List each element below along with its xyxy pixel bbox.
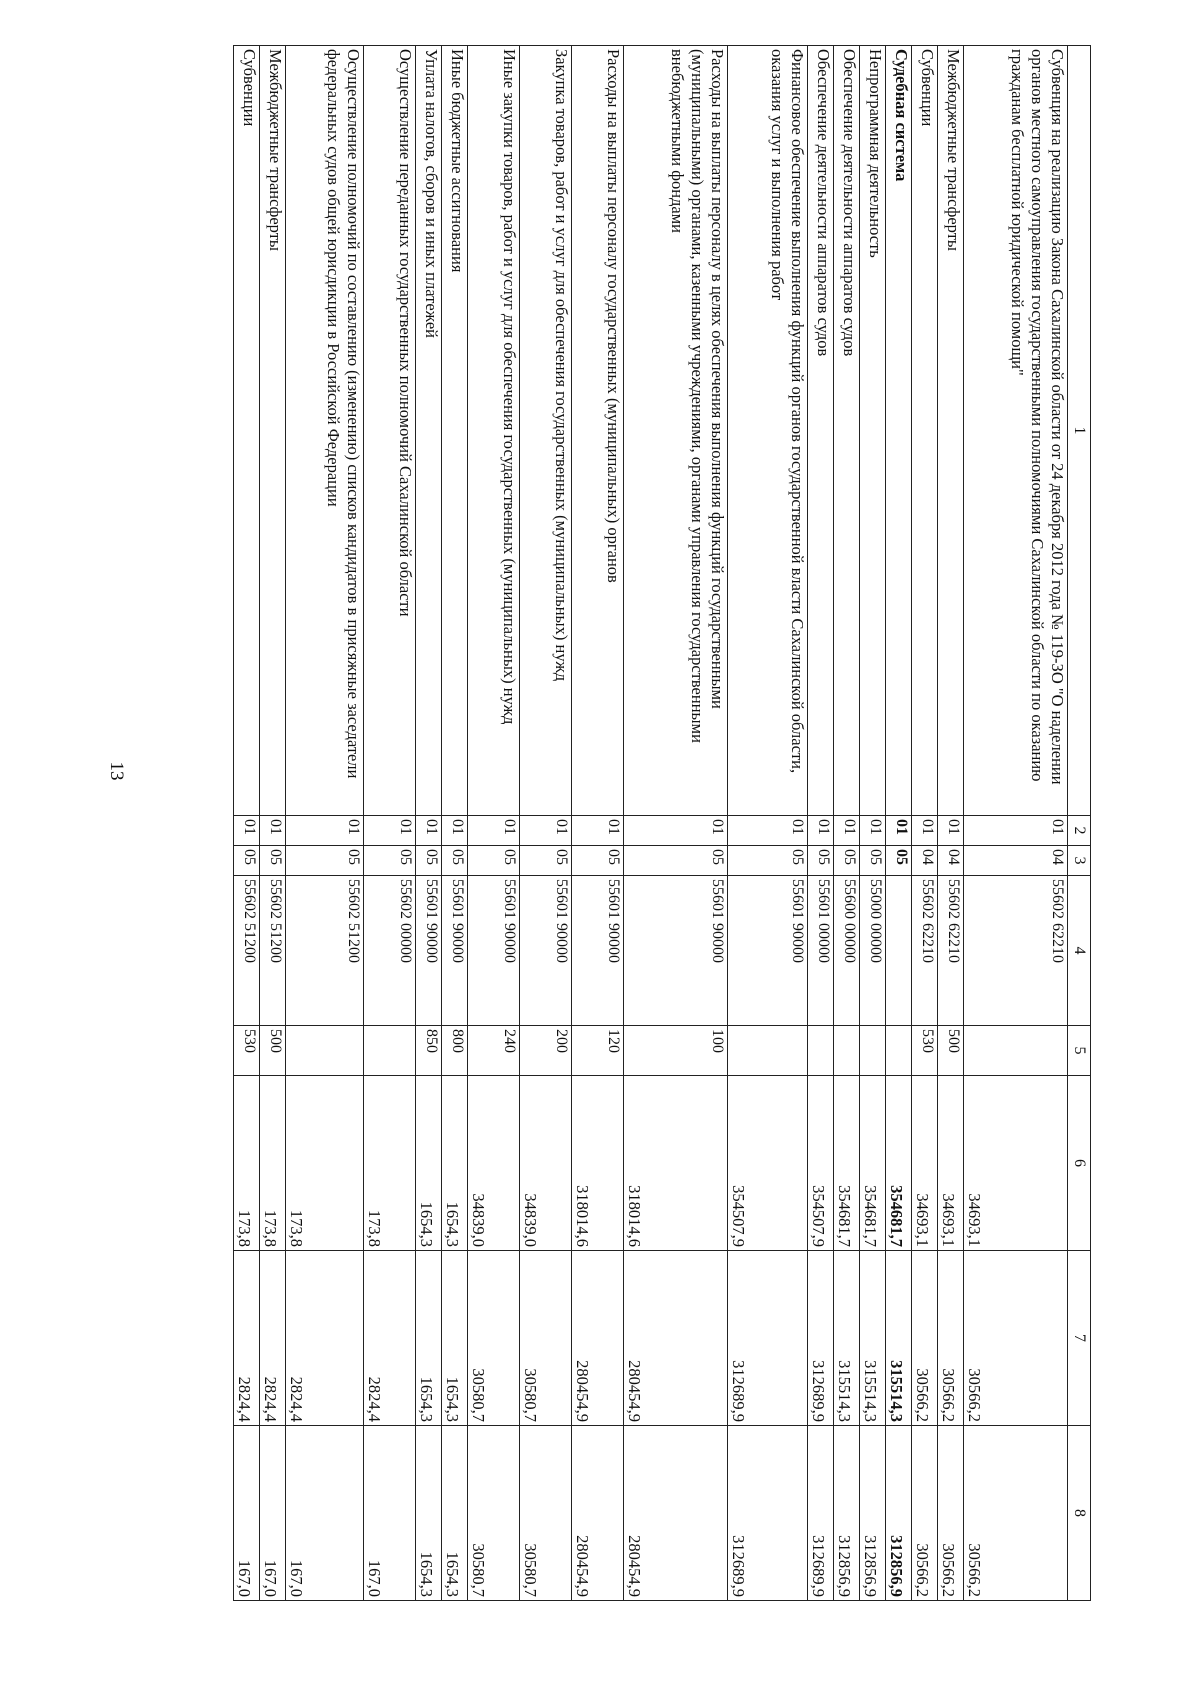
expense-type-cell: 120	[572, 1026, 624, 1076]
section-code-cell: 01	[416, 816, 442, 846]
expense-type-cell	[964, 1026, 1068, 1076]
amount-col8-cell: 167,0	[364, 1426, 416, 1601]
target-article-cell: 55601 90000	[416, 876, 442, 1026]
expense-type-cell	[886, 1026, 912, 1076]
table-row	[286, 46, 364, 1601]
section-code-cell: 01	[886, 816, 912, 846]
amount-col7-cell: 30566,2	[938, 1251, 964, 1426]
section-code-cell: 01	[364, 816, 416, 846]
row-name-cell: Непрограммная деятельность	[860, 46, 886, 816]
subsection-code-cell: 04	[938, 846, 964, 876]
table-row	[964, 46, 1068, 1601]
expense-type-cell: 500	[260, 1026, 286, 1076]
subsection-code-cell: 05	[572, 846, 624, 876]
row-name-cell: Судебная система	[886, 46, 912, 816]
amount-col6-cell: 173,8	[234, 1076, 260, 1251]
row-name-cell: Закупка товаров, работ и услуг для обеспечения государственных (муниципальных) нужд	[520, 46, 572, 816]
target-article-cell: 55602 51200	[286, 876, 364, 1026]
section-code-cell: 01	[860, 816, 886, 846]
section-code-cell: 01	[624, 816, 728, 846]
header-cell: 6	[1068, 1076, 1091, 1251]
target-article-cell: 55602 00000	[364, 876, 416, 1026]
table-row	[808, 46, 834, 1601]
amount-col6-cell: 1654,3	[442, 1076, 468, 1251]
expense-type-cell	[364, 1026, 416, 1076]
section-code-cell: 01	[964, 816, 1068, 846]
row-name-cell: Обеспечение деятельности аппаратов судов	[808, 46, 834, 816]
row-name-cell: Субвенции	[912, 46, 938, 816]
expense-type-cell: 530	[912, 1026, 938, 1076]
expense-type-cell	[286, 1026, 364, 1076]
amount-col7-cell: 30566,2	[964, 1251, 1068, 1426]
section-code-cell: 01	[808, 816, 834, 846]
section-code-cell: 01	[938, 816, 964, 846]
amount-col6-cell: 318014,6	[572, 1076, 624, 1251]
subsection-code-cell: 05	[834, 846, 860, 876]
row-name-cell: Обеспечение деятельности аппаратов судов	[834, 46, 860, 816]
target-article-cell: 55601 00000	[808, 876, 834, 1026]
amount-col7-cell: 2824,4	[234, 1251, 260, 1426]
row-name-cell: Финансовое обеспечение выполнения функций органов государственной власти Сахалинской области, оказания услуг и выполнения работ	[728, 46, 808, 816]
amount-col8-cell: 280454,9	[572, 1426, 624, 1601]
amount-col6-cell: 354507,9	[808, 1076, 834, 1251]
target-article-cell: 55602 62210	[964, 876, 1068, 1026]
expense-type-cell: 500	[938, 1026, 964, 1076]
amount-col7-cell: 312689,9	[728, 1251, 808, 1426]
amount-col6-cell: 354507,9	[728, 1076, 808, 1251]
header-row	[1068, 46, 1091, 1601]
budget-table	[233, 45, 1091, 1601]
header-cell: 3	[1068, 846, 1091, 876]
row-name-cell: Осуществление полномочий по составлению (изменению) списков кандидатов в присяжные заседатели федеральных судов общей юрисдикции в Российской Федерации	[286, 46, 364, 816]
section-code-cell: 01	[520, 816, 572, 846]
subsection-code-cell: 05	[886, 846, 912, 876]
target-article-cell: 55602 51200	[234, 876, 260, 1026]
expense-type-cell	[728, 1026, 808, 1076]
amount-col6-cell: 354681,7	[834, 1076, 860, 1251]
table-row	[912, 46, 938, 1601]
amount-col7-cell: 315514,3	[860, 1251, 886, 1426]
amount-col7-cell: 312689,9	[808, 1251, 834, 1426]
target-article-cell: 55601 90000	[728, 876, 808, 1026]
expense-type-cell	[834, 1026, 860, 1076]
subsection-code-cell: 05	[234, 846, 260, 876]
target-article-cell: 55000 00000	[860, 876, 886, 1026]
expense-type-cell	[860, 1026, 886, 1076]
subsection-code-cell: 05	[808, 846, 834, 876]
amount-col6-cell: 34693,1	[912, 1076, 938, 1251]
amount-col8-cell: 30566,2	[912, 1426, 938, 1601]
target-article-cell: 55601 90000	[572, 876, 624, 1026]
amount-col7-cell: 315514,3	[834, 1251, 860, 1426]
subsection-code-cell: 05	[860, 846, 886, 876]
amount-col8-cell: 312856,9	[860, 1426, 886, 1601]
amount-col7-cell: 280454,9	[624, 1251, 728, 1426]
amount-col8-cell: 312689,9	[808, 1426, 834, 1601]
amount-col7-cell: 2824,4	[286, 1251, 364, 1426]
subsection-code-cell: 05	[286, 846, 364, 876]
subsection-code-cell: 05	[260, 846, 286, 876]
amount-col7-cell: 2824,4	[260, 1251, 286, 1426]
row-name-cell: Иные бюджетные ассигнования	[442, 46, 468, 816]
amount-col6-cell: 34839,0	[468, 1076, 520, 1251]
row-name-cell: Уплата налогов, сборов и иных платежей	[416, 46, 442, 816]
amount-col6-cell: 34693,1	[938, 1076, 964, 1251]
section-code-cell: 01	[468, 816, 520, 846]
row-name-cell: Субвенция на реализацию Закона Сахалинской области от 24 декабря 2012 года № 119-ЗО "О наделении органов местного самоуправления государственными полномочиями Сахалинской области по оказанию гражданам бесплатной юридической помощи"	[964, 46, 1068, 816]
amount-col8-cell: 1654,3	[416, 1426, 442, 1601]
section-code-cell: 01	[572, 816, 624, 846]
amount-col7-cell: 30566,2	[912, 1251, 938, 1426]
amount-col7-cell: 280454,9	[572, 1251, 624, 1426]
header-cell: 5	[1068, 1026, 1091, 1076]
section-code-cell: 01	[834, 816, 860, 846]
target-article-cell: 55601 90000	[442, 876, 468, 1026]
section-code-cell: 01	[728, 816, 808, 846]
table-row	[938, 46, 964, 1601]
rotated-table-container	[151, 45, 1091, 1600]
amount-col7-cell: 1654,3	[442, 1251, 468, 1426]
amount-col6-cell: 34839,0	[520, 1076, 572, 1251]
section-code-cell: 01	[260, 816, 286, 846]
table-row	[260, 46, 286, 1601]
amount-col8-cell: 167,0	[286, 1426, 364, 1601]
amount-col6-cell: 173,8	[286, 1076, 364, 1251]
table-row	[624, 46, 728, 1601]
expense-type-cell	[808, 1026, 834, 1076]
subsection-code-cell: 05	[624, 846, 728, 876]
table-row	[364, 46, 416, 1601]
expense-type-cell: 850	[416, 1026, 442, 1076]
header-cell: 7	[1068, 1251, 1091, 1426]
amount-col6-cell: 173,8	[260, 1076, 286, 1251]
section-code-cell: 01	[286, 816, 364, 846]
amount-col6-cell: 1654,3	[416, 1076, 442, 1251]
amount-col8-cell: 312689,9	[728, 1426, 808, 1601]
expense-type-cell: 530	[234, 1026, 260, 1076]
table-row	[834, 46, 860, 1601]
amount-col7-cell: 315514,3	[886, 1251, 912, 1426]
target-article-cell: 55602 62210	[938, 876, 964, 1026]
target-article-cell: 55601 90000	[468, 876, 520, 1026]
expense-type-cell: 800	[442, 1026, 468, 1076]
target-article-cell: 55602 51200	[260, 876, 286, 1026]
section-code-cell: 01	[912, 816, 938, 846]
page-number: 13	[106, 761, 127, 781]
amount-col6-cell: 318014,6	[624, 1076, 728, 1251]
amount-col8-cell: 280454,9	[624, 1426, 728, 1601]
expense-type-cell: 240	[468, 1026, 520, 1076]
amount-col8-cell: 1654,3	[442, 1426, 468, 1601]
table-row	[860, 46, 886, 1601]
amount-col7-cell: 1654,3	[416, 1251, 442, 1426]
amount-col8-cell: 312856,9	[834, 1426, 860, 1601]
expense-type-cell: 200	[520, 1026, 572, 1076]
target-article-cell: 55602 62210	[912, 876, 938, 1026]
amount-col8-cell: 30580,7	[520, 1426, 572, 1601]
row-name-cell: Расходы на выплаты персоналу в целях обеспечения выполнения функций государственными (муниципальными) органами, казенными учреждениями, органами управления государственными внебюджетными фондами	[624, 46, 728, 816]
amount-col7-cell: 30580,7	[468, 1251, 520, 1426]
amount-col6-cell: 354681,7	[860, 1076, 886, 1251]
row-name-cell: Осуществление переданных государственных полномочий Сахалинской области	[364, 46, 416, 816]
expense-type-cell: 100	[624, 1026, 728, 1076]
row-name-cell: Межбюджетные трансферты	[260, 46, 286, 816]
subsection-code-cell: 04	[964, 846, 1068, 876]
row-name-cell: Субвенции	[234, 46, 260, 816]
target-article-cell: 55601 90000	[624, 876, 728, 1026]
amount-col8-cell: 167,0	[234, 1426, 260, 1601]
amount-col8-cell: 30566,2	[938, 1426, 964, 1601]
header-cell: 4	[1068, 876, 1091, 1026]
table-row	[572, 46, 624, 1601]
table-row	[728, 46, 808, 1601]
subsection-code-cell: 05	[416, 846, 442, 876]
target-article-cell	[886, 876, 912, 1026]
header-cell: 1	[1068, 46, 1091, 816]
amount-col8-cell: 167,0	[260, 1426, 286, 1601]
target-article-cell: 55601 90000	[520, 876, 572, 1026]
section-code-cell: 01	[442, 816, 468, 846]
amount-col8-cell: 30566,2	[964, 1426, 1068, 1601]
header-cell: 2	[1068, 816, 1091, 846]
table-row	[416, 46, 442, 1601]
subsection-code-cell: 05	[728, 846, 808, 876]
row-name-cell: Расходы на выплаты персоналу государственных (муниципальных) органов	[572, 46, 624, 816]
table-row	[468, 46, 520, 1601]
row-name-cell: Межбюджетные трансферты	[938, 46, 964, 816]
subsection-code-cell: 05	[442, 846, 468, 876]
amount-col8-cell: 30580,7	[468, 1426, 520, 1601]
row-name-cell: Иные закупки товаров, работ и услуг для обеспечения государственных (муниципальных) нужд	[468, 46, 520, 816]
amount-col7-cell: 2824,4	[364, 1251, 416, 1426]
target-article-cell: 55600 00000	[834, 876, 860, 1026]
table-row	[520, 46, 572, 1601]
amount-col6-cell: 354681,7	[886, 1076, 912, 1251]
subsection-code-cell: 05	[468, 846, 520, 876]
subsection-code-cell: 05	[520, 846, 572, 876]
table-row	[234, 46, 260, 1601]
header-cell: 8	[1068, 1426, 1091, 1601]
subsection-code-cell: 05	[364, 846, 416, 876]
amount-col6-cell: 173,8	[364, 1076, 416, 1251]
table-row	[442, 46, 468, 1601]
subsection-code-cell: 04	[912, 846, 938, 876]
table-row	[886, 46, 912, 1601]
amount-col8-cell: 312856,9	[886, 1426, 912, 1601]
amount-col7-cell: 30580,7	[520, 1251, 572, 1426]
amount-col6-cell: 34693,1	[964, 1076, 1068, 1251]
section-code-cell: 01	[234, 816, 260, 846]
